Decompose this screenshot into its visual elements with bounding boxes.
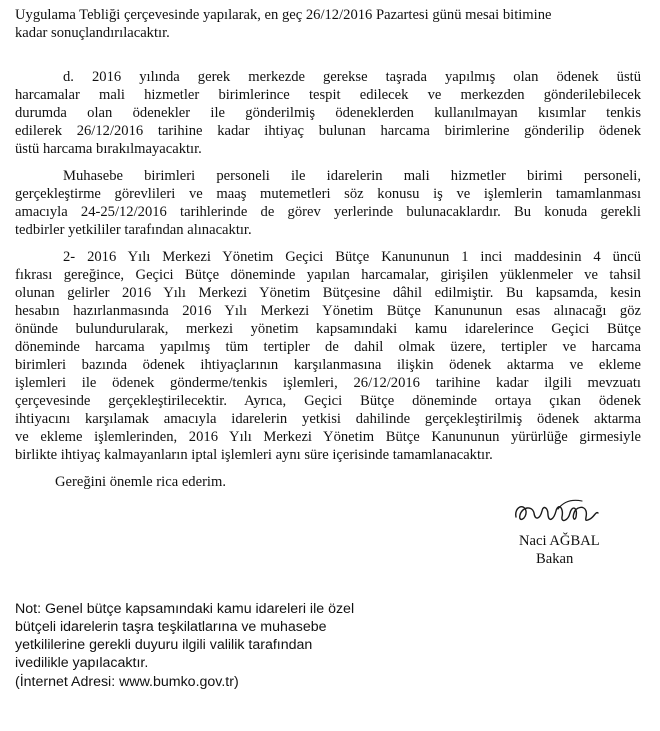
text-line: işlemleri ile ödenek gönderme/tenkis işlemleri, 26/12/2016 tarihine kadar ilgili mevzuatı	[15, 375, 641, 391]
note-line: bütçeli idarelerin taşra teşkilatlarına ve muhasebe	[15, 619, 327, 635]
text-line: olunan gelirler 2016 Yılı Merkezi Yönetim Bütçesine dâhil edilmiştir. Bu kapsamda, kesin	[15, 285, 641, 301]
text-line: fıkrası gereğince, Geçici Bütçe döneminde yapılan harcamalar, girişilen yüklenmeler ve tahsil	[15, 267, 641, 283]
text-line: 2- 2016 Yılı Merkezi Yönetim Geçici Bütçe Kanununun 1 inci maddesinin 4 üncü	[63, 249, 641, 265]
text-line: birlikte ihtiyaç kalmayanların iptal işlemleri aynı süre içerisinde tamamlanacaktır.	[15, 447, 493, 463]
text-line: döneminde harcama yapılmış tüm tertipler de dahil olmak üzere, tertipler ve harcama	[15, 339, 641, 355]
text-line: ihtiyacını karşılamak amacıyla idarelerin yetkisi dahilinde gerçekleştirilmiş ödenek aktarma	[15, 411, 641, 427]
text-line: durumda olan ödenekler ile gönderilmiş ödeneklerden kullanılmayan kısımlar tenkis	[15, 105, 641, 121]
note-url-line: (İnternet Adresi: www.bumko.gov.tr)	[15, 674, 239, 690]
handwritten-signature	[512, 495, 602, 531]
signatory-name: Naci AĞBAL	[519, 533, 600, 549]
text-line: hesabın hazırlanmasında 2016 Yılı Merkezi Yönetim Bütçe Kanununun esas alınacağı göz	[15, 303, 641, 319]
text-line: gerçekleştirme görevlileri ve maaş mutemetleri söz konusu iş ve işlemlerin tamamlanması	[15, 186, 641, 202]
text-line: harcamalar mali hizmetler birimlerince tespit edilecek ve merkezden gönderilebilecek	[15, 87, 641, 103]
text-line: d. 2016 yılında gerek merkezde gerekse taşrada yapılmış olan ödenek üstü	[63, 69, 641, 85]
text-line: ve ekleme işlemlerinden, 2016 Yılı Merkezi Yönetim Bütçe Kanununun yürürlüğe girmesiyle	[15, 429, 641, 445]
text-line: kadar sonuçlandırılacaktır.	[15, 25, 170, 41]
text-line: Muhasebe birimleri personeli ile idarelerin mali hizmetler birimi personeli,	[63, 168, 641, 184]
text-line: çerçevesinde gerçekleştirilecektir. Ayrıca, Geçici Bütçe döneminde ortaya çıkan ödenek	[15, 393, 641, 409]
note-line: ivedilikle yapılacaktır.	[15, 655, 149, 671]
text-line: tedbirler yetkililer tarafından alınacaktır.	[15, 222, 252, 238]
text-line: önünde bulundurularak, merkezi yönetim kapsamındaki kamu idarelerince Geçici Bütçe	[15, 321, 641, 337]
text-line: Uygulama Tebliği çerçevesinde yapılarak, en geç 26/12/2016 Pazartesi günü mesai bitimine	[15, 7, 552, 23]
text-line: birimleri bazında ödenek ihtiyaçlarının karşılanmasına ilişkin ödenek aktarma ve ekleme	[15, 357, 641, 373]
note-line: Not: Genel bütçe kapsamındaki kamu idareleri ile özel	[15, 601, 355, 617]
signatory-title: Bakan	[536, 551, 574, 567]
closing-line: Gereğini önemle rica ederim.	[55, 474, 226, 490]
text-line: amacıyla 24-25/12/2016 tarihlerinde de görev yerlerinde bulunacaklardır. Bu konuda gerekli	[15, 204, 641, 220]
text-line: edilerek 26/12/2016 tarihine kadar ihtiyaç bulunan harcama birimlerine gönderilip ödenek	[15, 123, 641, 139]
text-line: üstü harcama bırakılmayacaktır.	[15, 141, 202, 157]
note-line: yetkililerine gerekli duyuru ilgili valilik tarafından	[15, 637, 313, 653]
